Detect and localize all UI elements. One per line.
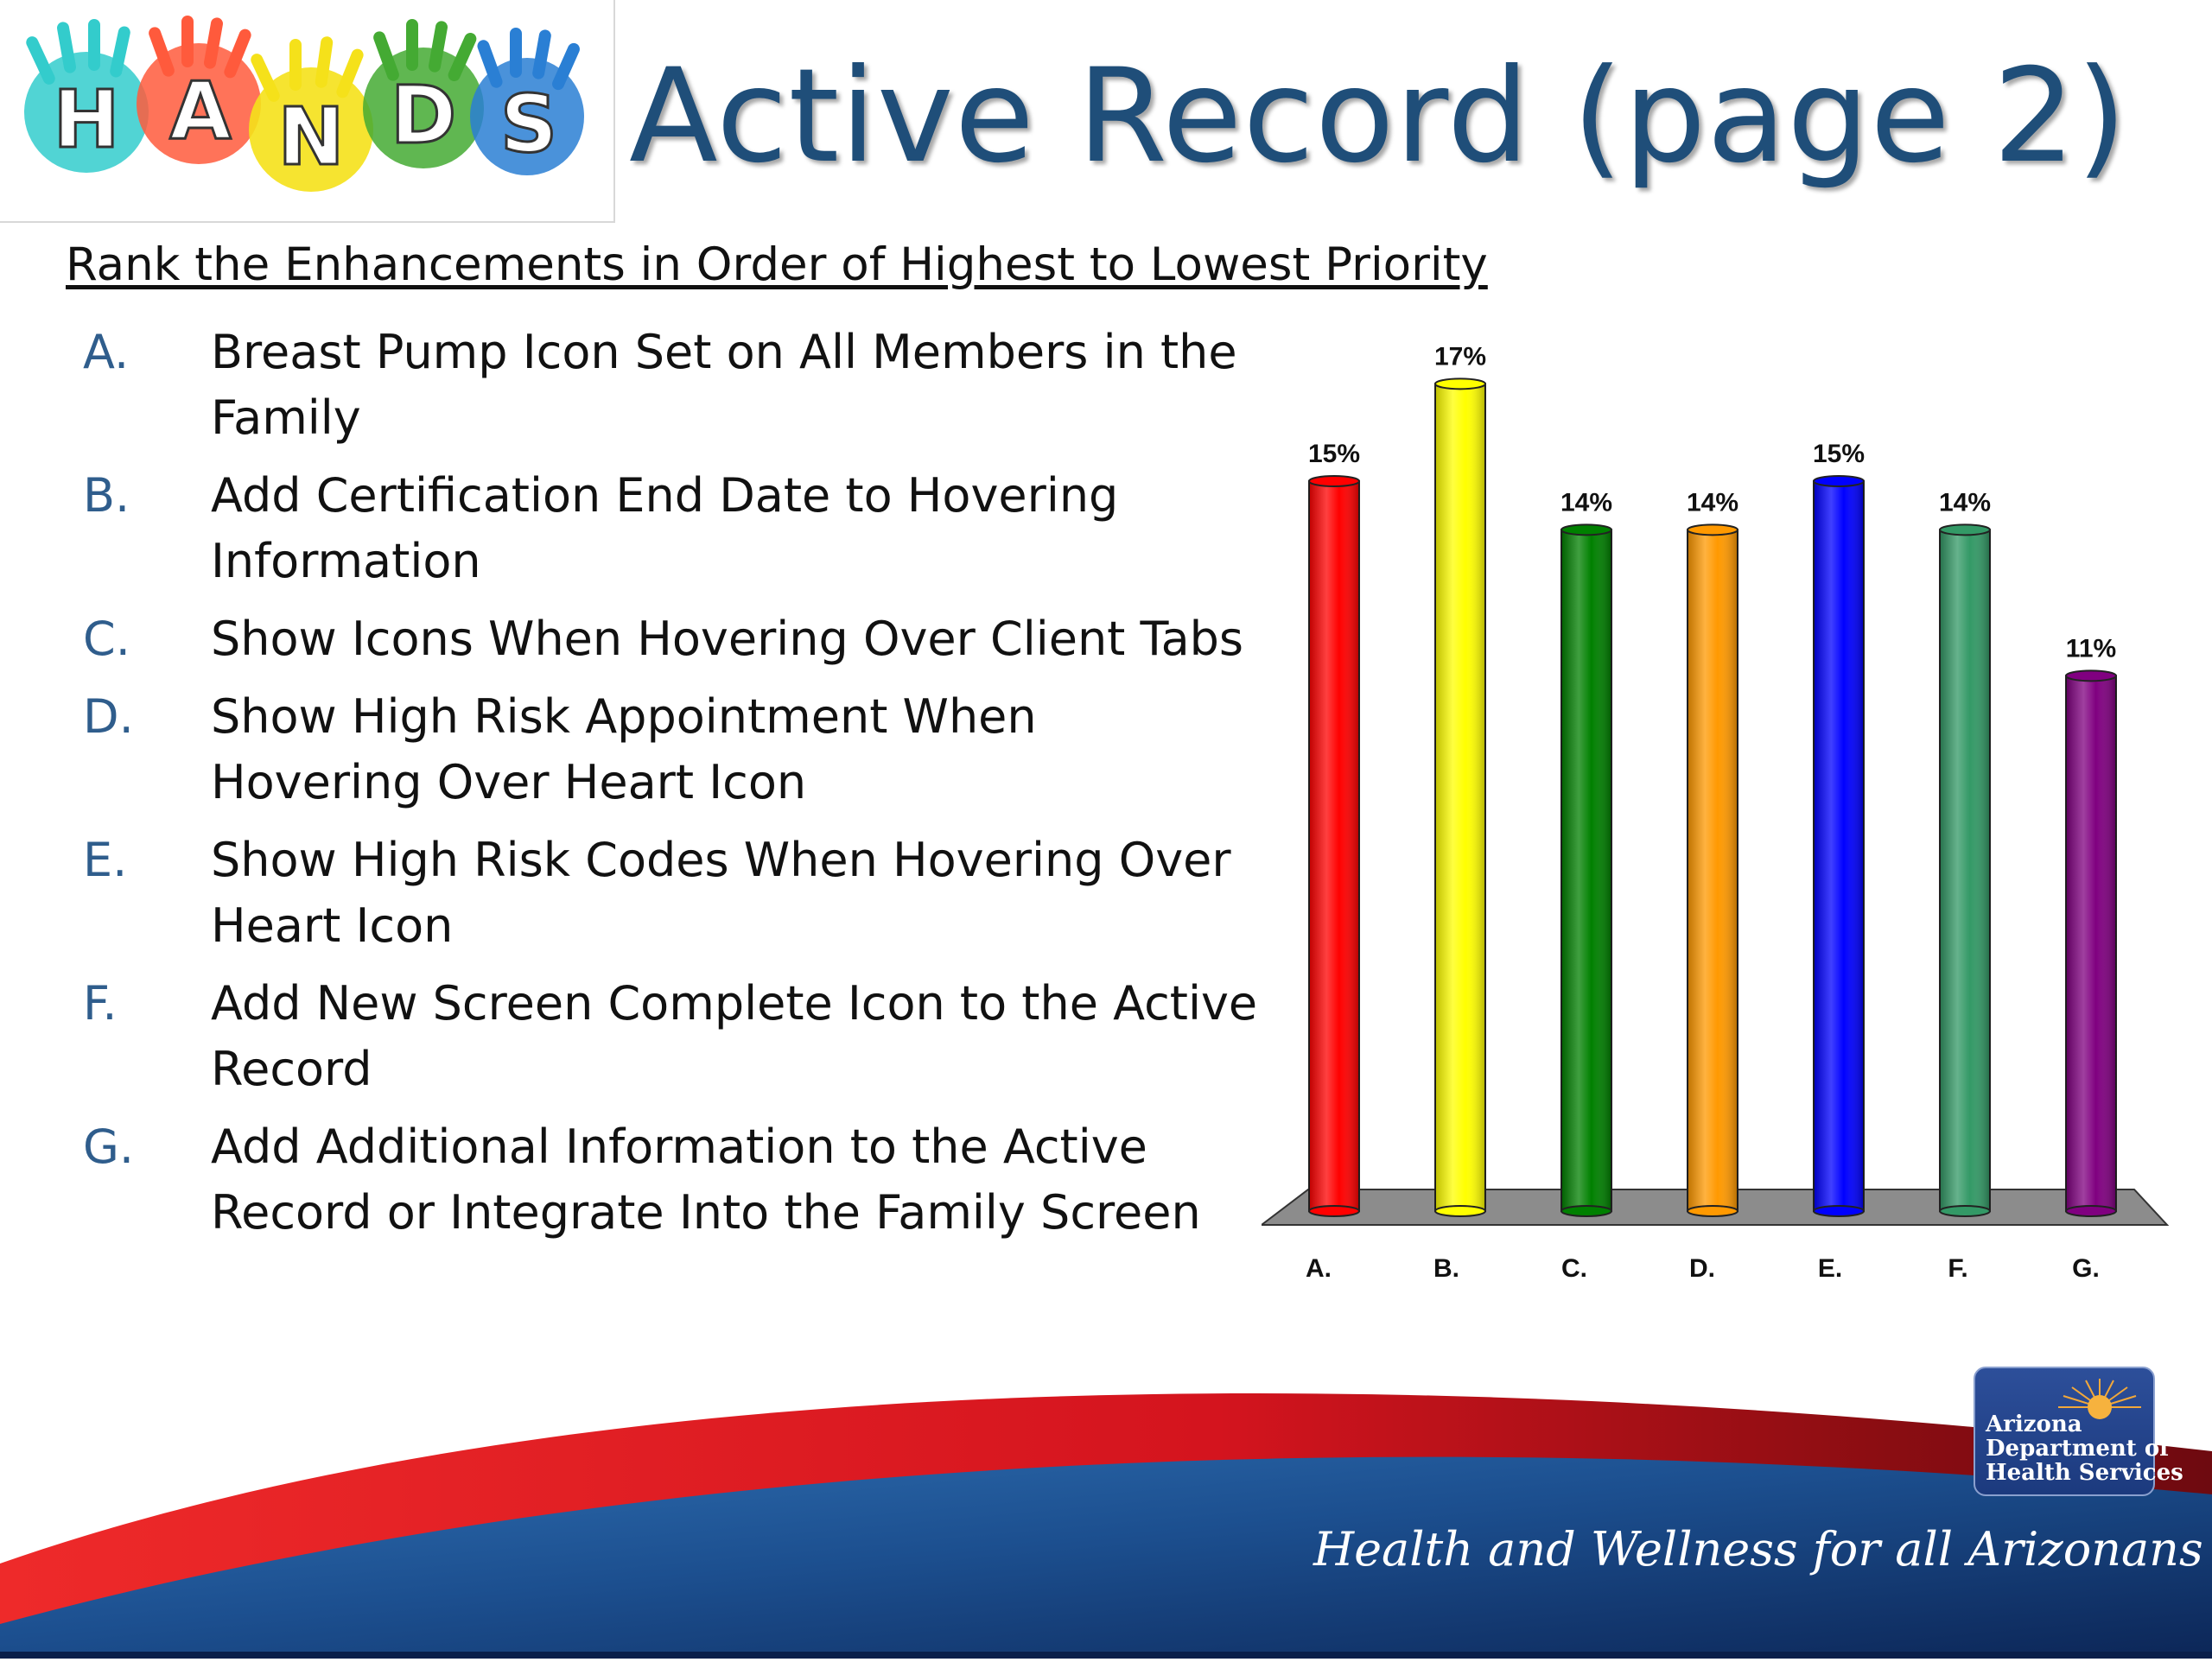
list-item-letter: F.	[83, 976, 118, 1031]
category-tick-label: E.	[1817, 1254, 1843, 1283]
category-tick-label: G.	[2072, 1254, 2100, 1283]
bar-d	[1688, 524, 1738, 1216]
logo-letter-s: S	[499, 78, 558, 170]
list-item-text: Add New Screen Complete Icon to the Active Record	[211, 976, 1258, 1096]
list-item-letter: G.	[83, 1120, 135, 1174]
bar-value-label: 15%	[1307, 440, 1361, 468]
bar-b	[1435, 378, 1485, 1216]
bar-value-label: 14%	[1938, 488, 1992, 517]
adhs-line-2: Department of	[1986, 1436, 2170, 1462]
footer-swoosh	[0, 1348, 2212, 1659]
adhs-line-3: Health Services	[1986, 1460, 2183, 1486]
list-item	[83, 684, 1258, 815]
list-item-text: Show High Risk Codes When Hovering Over Heart Icon	[211, 833, 1231, 953]
bar-g	[2066, 670, 2116, 1216]
enhancement-list	[83, 320, 1258, 1258]
hands-logo-graphic	[0, 0, 613, 221]
logo-letter-a: A	[169, 65, 232, 157]
list-item-letter: A.	[83, 325, 130, 379]
adhs-line-1: Arizona	[1986, 1411, 2082, 1437]
list-item	[83, 828, 1258, 959]
list-item-letter: C.	[83, 612, 130, 666]
bar-a	[1309, 476, 1359, 1216]
list-item-text: Add Certification End Date to Hovering Information	[211, 468, 1119, 588]
list-item	[83, 463, 1258, 594]
list-item-letter: D.	[83, 689, 134, 744]
logo-letter-h: H	[53, 73, 120, 166]
bar-value-label: 11%	[2065, 634, 2117, 663]
footer-graphic	[0, 1348, 2212, 1659]
footer-tagline: Health and Wellness for all Arizonans	[1313, 1522, 2203, 1576]
category-tick-label: F.	[1948, 1254, 1968, 1283]
adhs-logo	[1974, 1367, 2183, 1496]
category-tick-label: D.	[1689, 1254, 1715, 1283]
list-item-letter: B.	[83, 468, 130, 523]
bar-value-label: 14%	[1560, 488, 1613, 517]
category-tick-label: C.	[1561, 1254, 1587, 1283]
list-item-text: Show High Risk Appointment When Hovering Over Heart Icon	[211, 689, 1037, 809]
bar-e	[1814, 476, 1864, 1216]
list-item-text: Breast Pump Icon Set on All Members in the Family	[211, 325, 1237, 445]
list-item	[83, 320, 1258, 451]
bar-value-label: 15%	[1812, 440, 1866, 468]
logo-letter-n: N	[277, 91, 345, 183]
list-item	[83, 606, 1258, 672]
category-tick-label: B.	[1433, 1254, 1459, 1283]
subtitle: Rank the Enhancements in Order of Highest to Lowest Priority	[66, 238, 1488, 291]
list-item-letter: E.	[83, 833, 128, 887]
bar-value-label: 17%	[1433, 342, 1487, 371]
bar-value-label: 14%	[1686, 488, 1739, 517]
page-title: Active Record (page 2)	[629, 41, 2128, 192]
list-item-text: Show Icons When Hovering Over Client Tabs	[211, 612, 1244, 666]
bar-c	[1561, 524, 1611, 1216]
bar-f	[1940, 524, 1990, 1216]
list-item	[83, 971, 1258, 1102]
logo-letter-d: D	[390, 69, 457, 162]
priority-bar-chart	[1262, 328, 2177, 1296]
hands-logo	[0, 0, 615, 223]
category-tick-label: A.	[1306, 1254, 1332, 1283]
list-item	[83, 1114, 1258, 1246]
list-item-text: Add Additional Information to the Active Record or Integrate Into the Family Screen	[211, 1120, 1201, 1240]
